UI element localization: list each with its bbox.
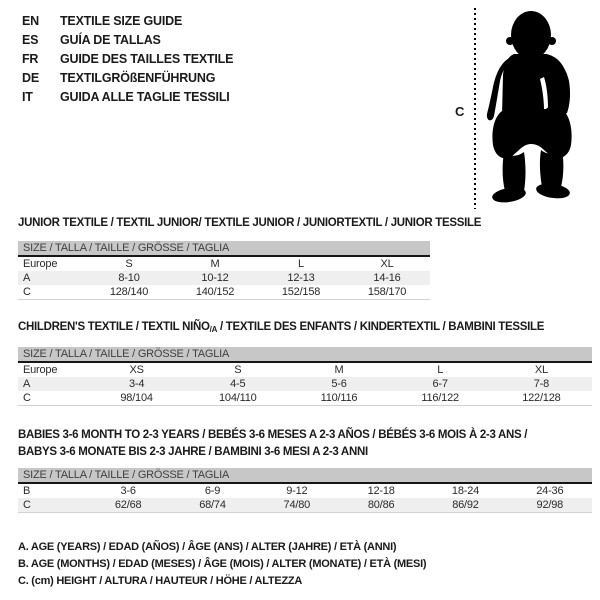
height-measure-label: C: [455, 104, 465, 119]
value-cell: 8-10: [118, 272, 140, 284]
language-title: GUIDA ALLE TAGLIE TESSILI: [60, 90, 230, 104]
section-junior: [18, 217, 592, 300]
table-row-height: [18, 391, 592, 405]
junior-table: [18, 241, 430, 300]
babies-table: [18, 468, 592, 513]
value-cell: 74/80: [283, 499, 311, 511]
language-row-it: [22, 88, 233, 107]
value-cell: 128/140: [109, 286, 149, 298]
legend-notes: [18, 539, 592, 590]
value-cell: 86/92: [452, 499, 479, 511]
row-label: A: [23, 378, 31, 390]
junior-size-table: [18, 257, 430, 299]
size-cell: L: [298, 258, 304, 270]
children-table: [18, 347, 592, 406]
value-cell: 92/98: [536, 499, 564, 511]
size-cell: XS: [129, 364, 144, 376]
value-cell: 6-9: [204, 485, 221, 497]
language-title: TEXTILGRÖßENFÜHRUNG: [60, 71, 216, 85]
title-text: CHILDREN'S TEXTILE / TEXTIL NIÑO: [18, 321, 210, 333]
value-cell: 152/158: [281, 286, 321, 298]
row-label: C: [23, 286, 31, 298]
value-cell: 80/86: [367, 499, 395, 511]
value-cell: 18-24: [451, 485, 480, 497]
section-babies: [18, 427, 592, 513]
value-cell: 68/74: [199, 499, 226, 511]
section-children: [18, 321, 592, 406]
value-cell: 10-12: [201, 272, 229, 284]
size-cell: XL: [534, 364, 548, 376]
language-code: IT: [22, 90, 33, 104]
table-row-height: [18, 285, 430, 299]
value-cell: 12-18: [367, 485, 395, 497]
table-row-height: [18, 498, 592, 512]
language-row-de: [22, 69, 233, 88]
tables-content: [18, 217, 592, 590]
language-row-en: [22, 12, 233, 31]
section-title-babies: [18, 427, 592, 460]
language-title: GUIDE DES TAILLES TEXTILE: [60, 52, 234, 66]
size-header-bar: SIZE / TALLA / TAILLE / GRÖSSE / TAGLIA: [18, 468, 592, 484]
section-title-children: [18, 321, 592, 336]
value-cell: 104/110: [219, 392, 257, 404]
size-cell: S: [125, 258, 133, 270]
value-cell: 4-5: [230, 378, 246, 390]
value-cell: 110/116: [320, 392, 358, 404]
row-label: Europe: [23, 364, 58, 376]
title-text: / TEXTILE DES ENFANTS / KINDERTEXTIL / BAMBINI TESSILE: [217, 321, 545, 333]
value-cell: 140/152: [195, 286, 235, 298]
value-cell: 24-36: [536, 485, 564, 497]
size-header-bar: SIZE / TALLA / TAILLE / GRÖSSE / TAGLIA: [18, 347, 592, 363]
note-c: C. (cm) HEIGHT / ALTURA / HAUTEUR / HÖHE / ALTEZZA: [18, 575, 303, 587]
title-line-2: BABYS 3-6 MONATE BIS 2-3 JAHRE / BAMBINI 3-6 MESI A 2-3 ANNI: [18, 445, 368, 458]
language-code: FR: [22, 52, 39, 66]
value-cell: 14-16: [373, 272, 401, 284]
size-cell: M: [334, 364, 344, 376]
title-line-1: BABIES 3-6 MONTH TO 2-3 YEARS / BEBÉS 3-6 MESES A 2-3 AÑOS / BÉBÉS 3-6 MOIS À 2-3 ANS /: [18, 429, 528, 441]
language-title: GUÍA DE TALLAS: [60, 33, 161, 47]
language-row-es: [22, 31, 233, 50]
value-cell: 3-6: [120, 485, 136, 497]
language-code: EN: [22, 14, 39, 28]
row-label: C: [23, 499, 31, 511]
value-cell: 98/104: [120, 392, 153, 404]
baby-silhouette-icon: [484, 9, 578, 205]
language-code: DE: [22, 71, 39, 85]
value-cell: 5-6: [331, 378, 347, 390]
value-cell: 6-7: [432, 378, 448, 390]
table-row-europe: [18, 257, 430, 271]
value-cell: 7-8: [533, 378, 550, 390]
value-cell: 122/128: [522, 392, 561, 404]
note-a: A. AGE (YEARS) / EDAD (AÑOS) / ÂGE (ANS) / ALTER (JAHRE) / ETÀ (ANNI): [18, 541, 397, 553]
row-label: A: [23, 272, 31, 284]
language-list: [22, 12, 233, 107]
row-label: Europe: [23, 258, 58, 270]
table-row-age: [18, 271, 430, 285]
title-subscript: /A: [209, 325, 218, 334]
note-b: B. AGE (MONTHS) / EDAD (MESES) / ÂGE (MOIS) / ALTER (MONATE) / ETÀ (MESI): [18, 558, 427, 570]
row-label: C: [23, 392, 31, 404]
size-cell: L: [437, 364, 444, 376]
value-cell: 158/170: [367, 286, 407, 298]
language-row-fr: [22, 50, 233, 69]
height-dashed-line: [474, 8, 476, 209]
children-size-table: [18, 363, 592, 405]
size-cell: M: [210, 258, 220, 270]
babies-size-table: [18, 484, 592, 512]
value-cell: 62/68: [114, 499, 142, 511]
language-code: ES: [22, 33, 39, 47]
row-label: B: [23, 485, 31, 497]
table-row-age: [18, 377, 592, 391]
size-header-bar: SIZE / TALLA / TAILLE / GRÖSSE / TAGLIA: [18, 241, 430, 257]
size-cell: XL: [380, 258, 394, 270]
table-row-age: [18, 484, 592, 498]
value-cell: 116/122: [421, 392, 459, 404]
value-cell: 12-13: [287, 272, 315, 284]
value-cell: 3-4: [128, 378, 145, 390]
size-cell: S: [234, 364, 242, 376]
table-row-europe: [18, 363, 592, 377]
language-title: TEXTILE SIZE GUIDE: [60, 14, 183, 28]
value-cell: 9-12: [286, 485, 308, 497]
section-title-junior: JUNIOR TEXTILE / TEXTIL JUNIOR/ TEXTILE JUNIOR / JUNIORTEXTIL / JUNIOR TESSILE: [18, 217, 482, 229]
